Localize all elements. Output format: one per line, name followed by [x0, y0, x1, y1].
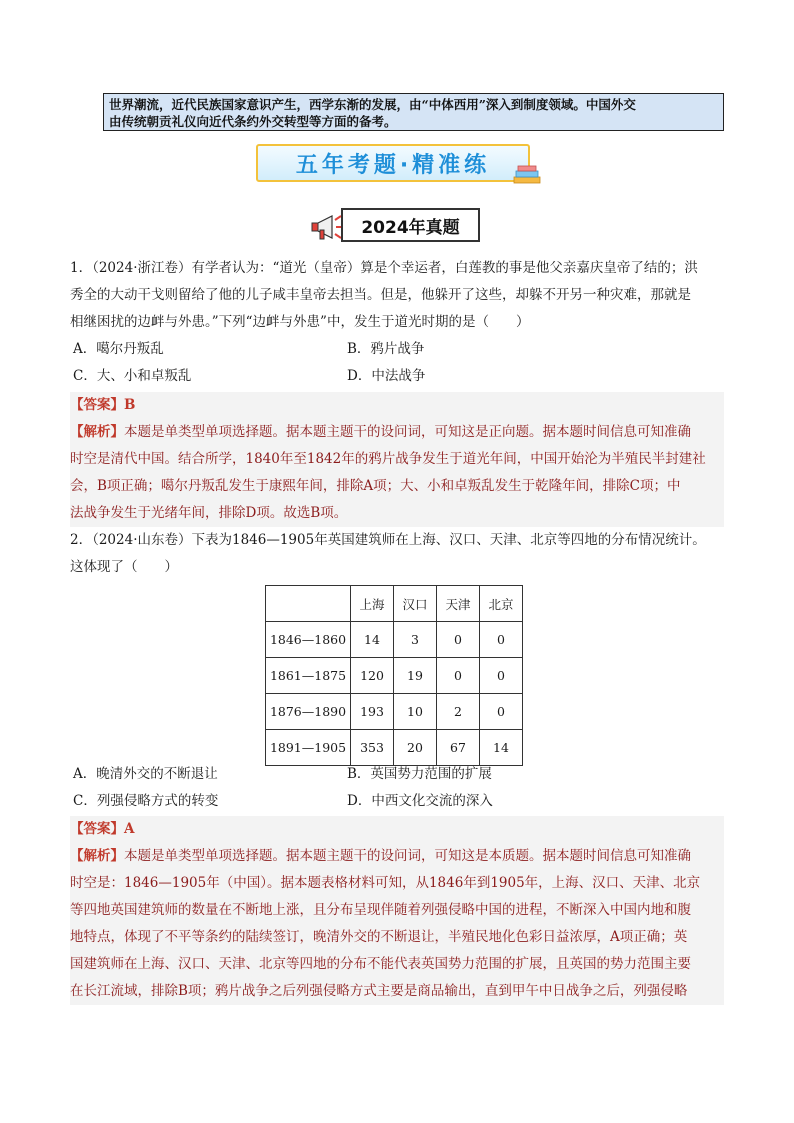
table-cell: 0 [480, 694, 523, 730]
table-cell: 2 [437, 694, 480, 730]
q1-line-2: 秀全的大动干戈则留给了他的儿子咸丰皇帝去担当。但是，他躲开了这些，却躲不开另一种灾难，那就是 [70, 287, 691, 303]
q1-answer-value: B [124, 397, 136, 413]
intro-line-2: 由传统朝贡礼仪向近代条约外交转型等方面的备考。 [109, 114, 397, 129]
q1-analysis-line-2: 时空是清代中国。结合所学，1840年至1842年的鸦片战争发生于道光年间，中国开始沦为半殖民半封建社 [70, 451, 706, 467]
table-header-cell: 天津 [437, 586, 480, 622]
q1-analysis-line-1: 本题是单类型单项选择题。据本题主题干的设问词，可知这是正向题。据本题时间信息可知准确 [124, 424, 691, 440]
q2-analysis-tag: 【解析】 [70, 848, 124, 864]
table-header-cell [266, 586, 351, 622]
table-cell: 14 [480, 730, 523, 766]
q2-analysis [70, 843, 724, 1005]
table-cell: 353 [351, 730, 394, 766]
table-header-cell: 汉口 [394, 586, 437, 622]
q2-line-2: 这体现了（ ） [70, 559, 178, 575]
table-cell: 0 [437, 622, 480, 658]
table-row [266, 694, 523, 730]
table-cell: 3 [394, 622, 437, 658]
q2-line-1: 2．（2024·山东卷）下表为1846—1905年英国建筑师在上海、汉口、天津、北京等四地的分布情况统计。 [70, 532, 706, 548]
intro-line-1: 世界潮流，近代民族国家意识产生，西学东渐的发展，由“中体西用”深入到制度领域。中国外交 [109, 97, 636, 112]
q1-line-1: 1．（2024·浙江卷）有学者认为：“道光（皇帝）算是个幸运者，白莲教的事是他父亲嘉庆皇帝了结的；洪 [70, 260, 698, 276]
q1-analysis-tag: 【解析】 [70, 424, 124, 440]
table-cell: 14 [351, 622, 394, 658]
table-cell: 20 [394, 730, 437, 766]
q1-option-b: B．鸦片战争 [347, 341, 425, 357]
books-icon [512, 165, 542, 185]
q2-analysis-line-6: 在长江流域，排除B项；鸦片战争之后列强侵略方式主要是商品输出，直到甲午中日战争之后，列强侵略 [70, 983, 688, 999]
table-cell: 0 [437, 658, 480, 694]
q2-answer-tag: 【答案】 [70, 821, 124, 837]
table-cell: 0 [480, 658, 523, 694]
q1-option-a: A．噶尔丹叛乱 [73, 341, 164, 357]
table-cell: 67 [437, 730, 480, 766]
q2-analysis-line-1: 本题是单类型单项选择题。据本题主题干的设问词，可知这是本质题。据本题时间信息可知准确 [124, 848, 691, 864]
table-row [266, 622, 523, 658]
intro-box [103, 93, 724, 131]
table-header-cell: 上海 [351, 586, 394, 622]
table-row [266, 658, 523, 694]
table-cell: 1861—1875 [266, 658, 351, 694]
table-header-row [266, 586, 523, 622]
q1-analysis-line-4: 法战争发生于光绪年间，排除D项。故选B项。 [70, 505, 348, 521]
q1-option-d: D．中法战争 [347, 368, 426, 384]
table-cell: 120 [351, 658, 394, 694]
q2-analysis-line-5: 国建筑师在上海、汉口、天津、北京等四地的分布不能代表英国势力范围的扩展，且英国的势力范围主要 [70, 956, 691, 972]
q2-analysis-line-2: 时空是：1846—1905年（中国）。据本题表格材料可知，从1846年到1905年，上海、汉口、天津、北京 [70, 875, 701, 891]
q1-option-c: C．大、小和卓叛乱 [73, 368, 192, 384]
q2-answer-value: A [124, 821, 135, 837]
q2-option-c: C．列强侵略方式的转变 [73, 793, 219, 809]
q1-analysis-line-3: 会，B项正确；噶尔丹叛乱发生于康熙年间，排除A项；大、小和卓叛乱发生于乾隆年间，排除C项；中 [70, 478, 681, 494]
q2-option-b: B．英国势力范围的扩展 [347, 766, 492, 782]
question-2-stem [70, 527, 724, 581]
section-title: 2024年真题 [361, 217, 460, 238]
table-cell: 1846—1860 [266, 622, 351, 658]
statistics-table [265, 585, 523, 766]
table-header-cell: 北京 [480, 586, 523, 622]
q2-answer [70, 816, 724, 843]
q2-option-a: A．晚清外交的不断退让 [73, 766, 218, 782]
table-cell: 1891—1905 [266, 730, 351, 766]
table-cell: 10 [394, 694, 437, 730]
question-1-stem [70, 255, 724, 336]
q2-analysis-line-3: 等四地英国建筑师的数量在不断地上涨，且分布呈现伴随着列强侵略中国的进程，不断深入中国内地和腹 [70, 902, 691, 918]
q1-line-3: 相继困扰的边衅与外患。”下列“边衅与外患”中，发生于道光时期的是（ ） [70, 314, 530, 330]
q1-answer [70, 392, 724, 419]
section-banner [256, 144, 530, 182]
table-cell: 193 [351, 694, 394, 730]
q1-answer-tag: 【答案】 [70, 397, 124, 413]
year-badge [341, 208, 480, 242]
q2-option-d: D．中西文化交流的深入 [347, 793, 493, 809]
q1-analysis [70, 419, 724, 527]
q2-analysis-line-4: 地特点，体现了不平等条约的陆续签订，晚清外交的不断退让，半殖民地化色彩日益浓厚，A项正确；英 [70, 929, 688, 945]
table-cell: 0 [480, 622, 523, 658]
table-cell: 19 [394, 658, 437, 694]
table-cell: 1876—1890 [266, 694, 351, 730]
banner-title: 五年考题·精准练 [295, 152, 491, 178]
